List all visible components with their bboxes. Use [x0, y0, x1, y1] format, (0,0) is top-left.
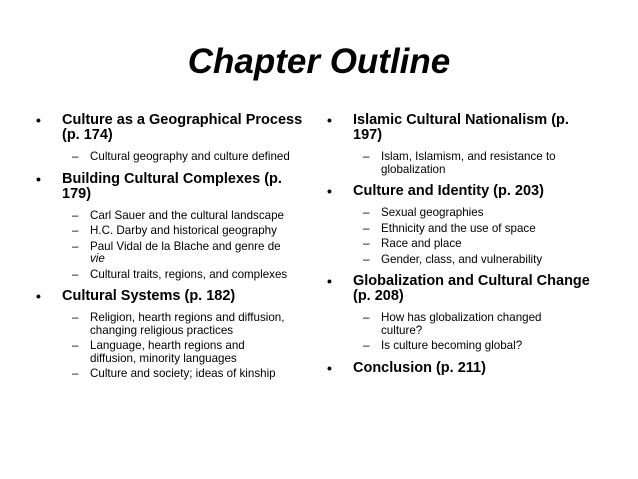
sub-item-text: Ethnicity and the use of space: [381, 221, 536, 235]
bullet-icon: •: [36, 112, 41, 128]
sub-item-text: Gender, class, and vulnerability: [381, 252, 543, 266]
dash-icon: –: [72, 150, 79, 163]
bullet-icon: •: [327, 183, 332, 199]
outline-item-conclusion: [327, 361, 597, 376]
sub-item-text: changing religious practices: [90, 323, 234, 337]
outline-item-culture-geographical-process: [36, 113, 308, 164]
sub-item-text: culture?: [381, 323, 423, 337]
outline-item-islamic-cultural-nationalism: [327, 113, 597, 176]
sub-item: [62, 368, 308, 381]
sub-item: [353, 151, 597, 176]
item-title: [353, 361, 597, 376]
item-title-line: Culture as a Geographical Process: [62, 112, 303, 128]
sub-item: [353, 238, 597, 251]
dash-icon: –: [72, 239, 79, 253]
sub-item: [62, 269, 308, 282]
item-title-line: (p. 208): [353, 288, 404, 304]
sub-item-text: Islam, Islamism, and resistance to: [381, 150, 556, 163]
item-title-line: Conclusion (p. 211): [353, 359, 486, 376]
dash-icon: –: [363, 237, 370, 250]
dash-icon: –: [72, 208, 79, 222]
sub-item-text: Culture and society; ideas of kinship: [90, 367, 276, 380]
sub-item: [62, 241, 308, 266]
item-title-line: Culture and Identity (p. 203): [353, 183, 544, 199]
sub-item: [353, 340, 597, 353]
item-title: [353, 274, 597, 304]
sub-item-text: diffusion, minority languages: [90, 351, 237, 365]
item-title: [62, 289, 308, 304]
item-title-line: Cultural Systems (p. 182): [62, 288, 236, 304]
item-title: [353, 184, 597, 199]
right-column: [327, 113, 597, 376]
sub-item: [62, 340, 308, 365]
sub-item-text: Cultural traits, regions, and complexes: [90, 267, 288, 281]
bullet-icon: •: [327, 273, 332, 289]
item-title-line: (p. 174): [62, 127, 113, 143]
dash-icon: –: [72, 339, 79, 352]
sub-item-text: Religion, hearth regions and diffusion,: [90, 311, 285, 324]
left-column: [36, 113, 308, 381]
dash-icon: –: [72, 311, 79, 324]
sub-item-text: Paul Vidal de la Blache and genre de: [90, 239, 281, 253]
dash-icon: –: [363, 150, 370, 163]
bullet-icon: •: [36, 170, 41, 187]
item-title-line: 179): [62, 185, 92, 202]
outline-item-globalization-cultural-change: [327, 274, 597, 353]
item-title: [62, 113, 308, 143]
sub-item: [62, 312, 308, 337]
dash-icon: –: [363, 221, 370, 235]
sub-item-text: Sexual geographies: [381, 206, 484, 219]
dash-icon: –: [363, 311, 370, 324]
dash-icon: –: [363, 339, 370, 352]
item-title: [353, 113, 597, 143]
bullet-icon: •: [327, 359, 332, 376]
sub-item-text: How has globalization changed: [381, 311, 542, 324]
bullet-icon: •: [36, 288, 41, 304]
bullet-icon: •: [327, 112, 332, 128]
sub-item-text: H.C. Darby and historical geography: [90, 224, 277, 237]
item-title-line: Globalization and Cultural Change: [353, 273, 590, 289]
sub-item-text-italic: vie: [90, 252, 105, 265]
sub-item-text: Language, hearth regions and: [90, 339, 245, 352]
sub-item: [353, 312, 597, 337]
dash-icon: –: [72, 224, 79, 237]
slide-title: Chapter Outline: [187, 42, 451, 81]
dash-icon: –: [363, 252, 370, 266]
sub-item: [353, 207, 597, 220]
sub-item: [353, 223, 597, 236]
dash-icon: –: [363, 206, 370, 219]
item-title: [62, 172, 308, 202]
sub-item-text: Cultural geography and culture defined: [90, 150, 290, 163]
outline-item-cultural-systems: [36, 289, 308, 381]
sub-item-text: globalization: [381, 162, 446, 176]
sub-item-text: Is culture becoming global?: [381, 339, 523, 352]
sub-item: [353, 254, 597, 267]
sub-item-text: Race and place: [381, 237, 462, 250]
sub-item: [62, 210, 308, 223]
dash-icon: –: [72, 267, 79, 281]
outline-item-culture-and-identity: [327, 184, 597, 266]
dash-icon: –: [72, 367, 79, 380]
item-title-line: 197): [353, 127, 383, 143]
sub-item: [62, 225, 308, 238]
item-title-line: Islamic Cultural Nationalism (p.: [353, 112, 569, 128]
item-title-line: Building Cultural Complexes (p.: [62, 170, 282, 187]
outline-item-building-cultural-complexes: [36, 172, 308, 282]
sub-item: [62, 151, 308, 164]
sub-item-text: Carl Sauer and the cultural landscape: [90, 208, 284, 222]
